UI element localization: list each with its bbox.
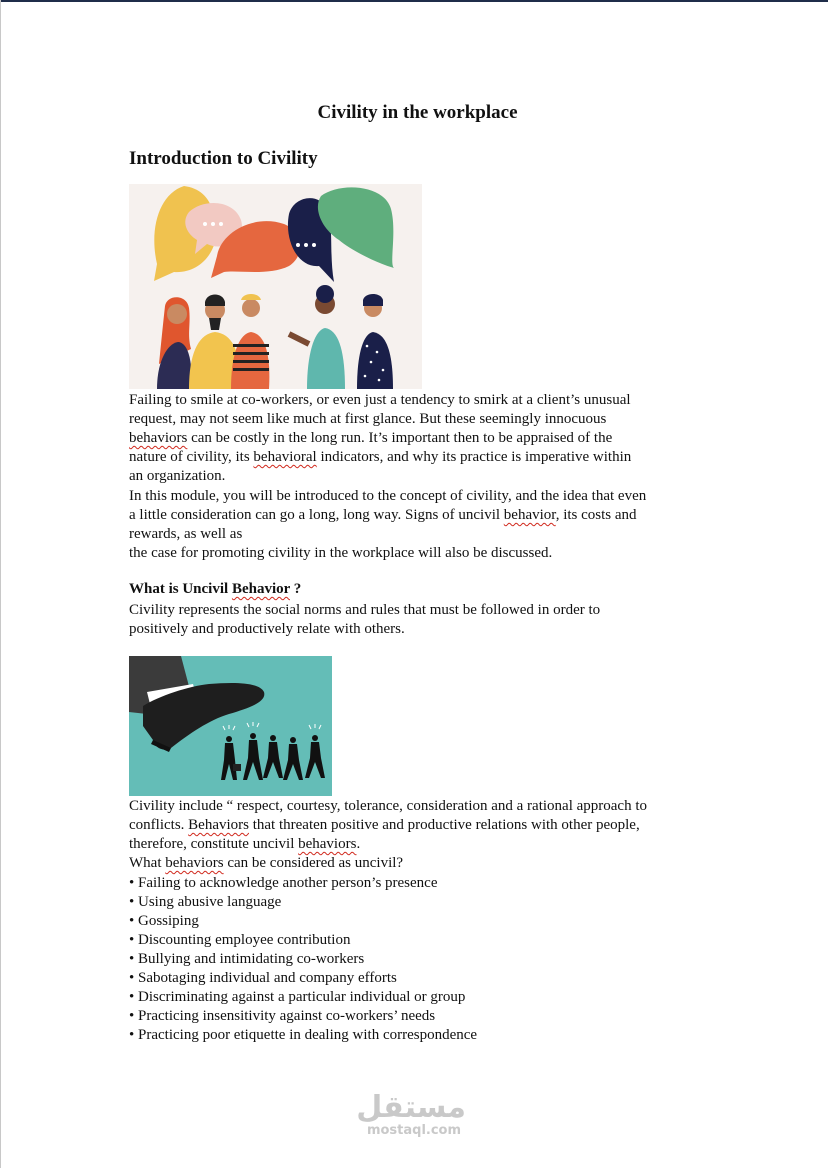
misspelled-word: Behaviors xyxy=(188,817,249,833)
misspelled-word: behavioral xyxy=(253,449,317,465)
watermark-logo: مستقل xyxy=(356,1090,466,1125)
list-item: • Discounting employee contribution xyxy=(129,932,351,948)
text-line: positively and productively relate with others. xyxy=(129,621,405,637)
misspelled-word: behavior xyxy=(503,507,556,523)
list-item: • Failing to acknowledge another person’s presence xyxy=(129,875,438,891)
top-border xyxy=(0,0,828,2)
text-line: therefore, constitute uncivil xyxy=(129,836,299,852)
text-line: the case for promoting civility in the workplace will also be discussed. xyxy=(129,545,553,561)
text-line: , its costs and xyxy=(555,507,637,523)
heading-text: ? xyxy=(290,581,302,597)
text-line: indicators, and why its practice is imperative within xyxy=(316,449,632,465)
list-item: • Bullying and intimidating co-workers xyxy=(129,951,365,967)
list-item: • Practicing insensitivity against co-workers’ needs xyxy=(129,1008,436,1024)
text-line: rewards, as well as xyxy=(129,526,243,542)
text-line: Civility include “ respect, courtesy, tolerance, consideration and a rational approach to xyxy=(129,798,647,814)
text-line: In this module, you will be introduced to the concept of civility, and the idea that even xyxy=(129,488,647,504)
list-item: • Using abusive language xyxy=(129,894,282,910)
document-title: Civility in the workplace xyxy=(317,102,518,123)
misspelled-word: behaviors xyxy=(298,836,357,852)
misspelled-word: behaviors xyxy=(129,430,188,446)
page-left-edge xyxy=(0,0,1,1168)
misspelled-word: Behavior xyxy=(231,581,290,597)
definition-paragraph xyxy=(129,601,729,639)
text-line: Civility represents the social norms and rules that must be followed in order to xyxy=(129,602,601,618)
list-item: • Sabotaging individual and company efforts xyxy=(129,970,397,986)
mostaql-watermark xyxy=(356,1090,466,1138)
text-line: request, may not seem like much at first glance. But these seemingly innocuous xyxy=(129,411,607,427)
uncivil-behaviors-list xyxy=(129,874,477,1045)
foot-stepping-on-people-image xyxy=(129,656,332,796)
text-line: nature of civility, its xyxy=(129,449,254,465)
speech-bubbles-people-image xyxy=(129,184,422,389)
include-paragraph xyxy=(129,797,739,873)
intro-heading: Introduction to Civility xyxy=(129,148,318,169)
module-paragraph xyxy=(129,487,729,563)
text-line: an organization. xyxy=(129,468,226,484)
list-item: • Discriminating against a particular individual or group xyxy=(129,989,466,1005)
list-item: • Practicing poor etiquette in dealing with correspondence xyxy=(129,1027,478,1043)
list-item: • Gossiping xyxy=(129,913,199,929)
text-line: can be costly in the long run. It’s important then to be appraised of the xyxy=(187,430,613,446)
text-line: Failing to smile at co-workers, or even just a tendency to smirk at a client’s unusual xyxy=(129,392,631,408)
heading-text: What is Uncivil xyxy=(129,581,232,597)
text-line: conflicts. xyxy=(129,817,189,833)
text-line: What xyxy=(129,855,166,871)
text-line: a little consideration can go a long, long way. Signs of uncivil xyxy=(129,507,504,523)
text-line: can be considered as uncivil? xyxy=(223,855,404,871)
misspelled-word: behaviors xyxy=(165,855,224,871)
text-line: that threaten positive and productive relations with other people, xyxy=(248,817,640,833)
uncivil-heading xyxy=(129,581,301,598)
text-line: . xyxy=(356,836,361,852)
intro-paragraph xyxy=(129,391,729,486)
watermark-text: mostaql.com xyxy=(366,1123,462,1138)
